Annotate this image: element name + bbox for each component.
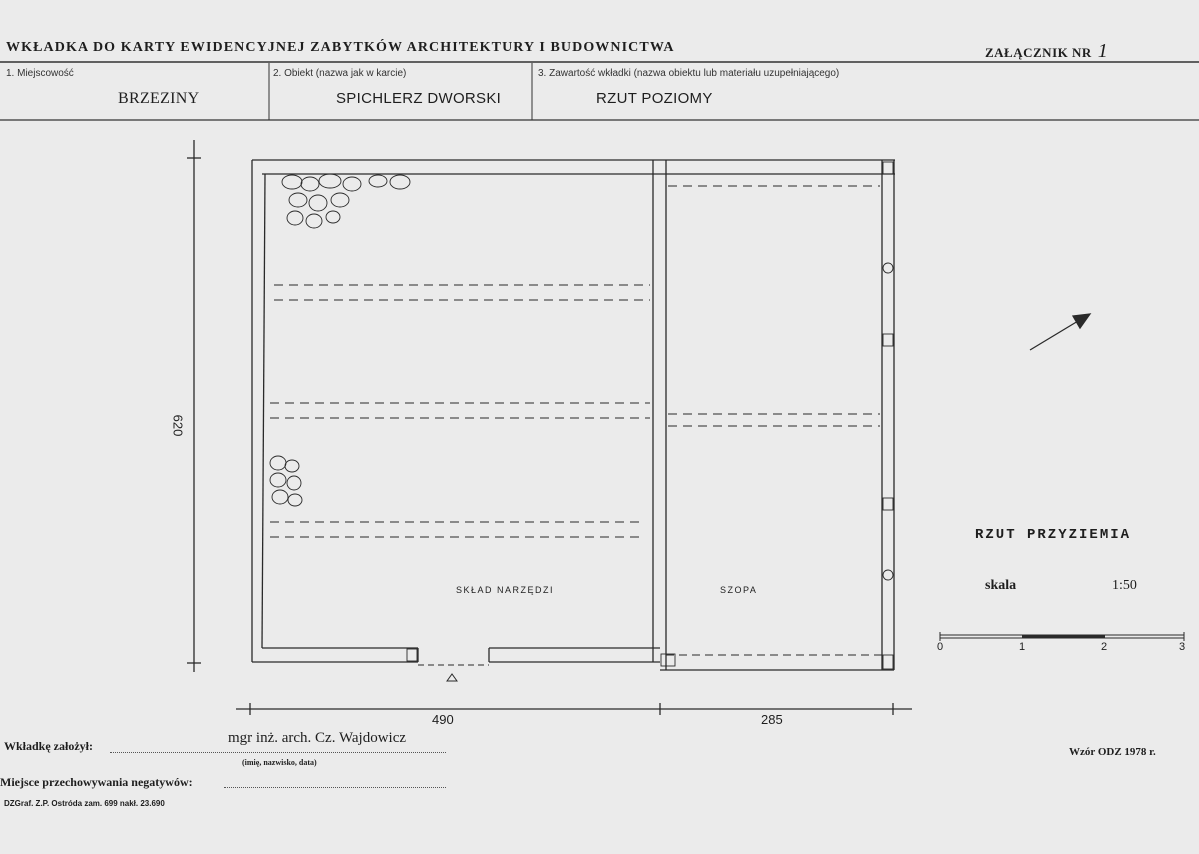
scale-tick-0: 0: [937, 641, 944, 653]
field-3-value: RZUT POZIOMY: [596, 90, 713, 107]
stone-foundation-top: [282, 174, 410, 228]
room-label-shed: SZOPA: [720, 585, 758, 595]
scale-label: skala: [985, 578, 1017, 593]
print-info: DZGraf. Z.P. Ostróda zam. 699 nakł. 23.690: [4, 799, 165, 808]
annex-label-text: ZAŁĄCZNIK NR: [985, 45, 1092, 60]
form-reference: Wzór ODZ 1978 r.: [1069, 746, 1156, 758]
founder-dotted-line: [110, 752, 446, 753]
dimension-height: 620: [170, 414, 186, 437]
scale-tick-1: 1: [1019, 641, 1026, 653]
field-1-label: 1. Miejscowość: [6, 68, 74, 79]
field-2-label: 2. Obiekt (nazwa jak w karcie): [273, 68, 407, 79]
field-3-label: 3. Zawartość wkładki (nazwa obiektu lub materiału uzupełniającego): [538, 68, 840, 79]
scale-tick-3: 3: [1179, 641, 1186, 653]
founder-label: Wkładkę założył:: [4, 739, 93, 753]
scale-value: 1:50: [1112, 578, 1137, 593]
founder-value: mgr inż. arch. Cz. Wajdowicz: [228, 730, 407, 746]
scale-tick-2: 2: [1101, 641, 1108, 653]
storage-dotted-line: [224, 787, 446, 788]
form-title: WKŁADKA DO KARTY EWIDENCYJNEJ ZABYTKÓW ARCHITEKTURY I BUDOWNICTWA: [6, 40, 675, 55]
dimension-width-left: 490: [432, 712, 454, 727]
storage-label: Miejsce przechowywania negatywów:: [0, 775, 193, 789]
annex-number: 1: [1097, 40, 1109, 62]
room-label-tool-storage: SKŁAD NARZĘDZI: [456, 585, 555, 595]
stone-foundation-left: [270, 456, 302, 506]
legend-title: RZUT PRZYZIEMIA: [975, 527, 1132, 543]
entrance-marker: [447, 674, 457, 681]
founder-subcaption: (imię, nazwisko, data): [242, 758, 317, 767]
field-2-value: SPICHLERZ DWORSKI: [336, 90, 502, 107]
dimension-width-right: 285: [761, 712, 783, 727]
field-1-value: BRZEZINY: [118, 90, 200, 107]
